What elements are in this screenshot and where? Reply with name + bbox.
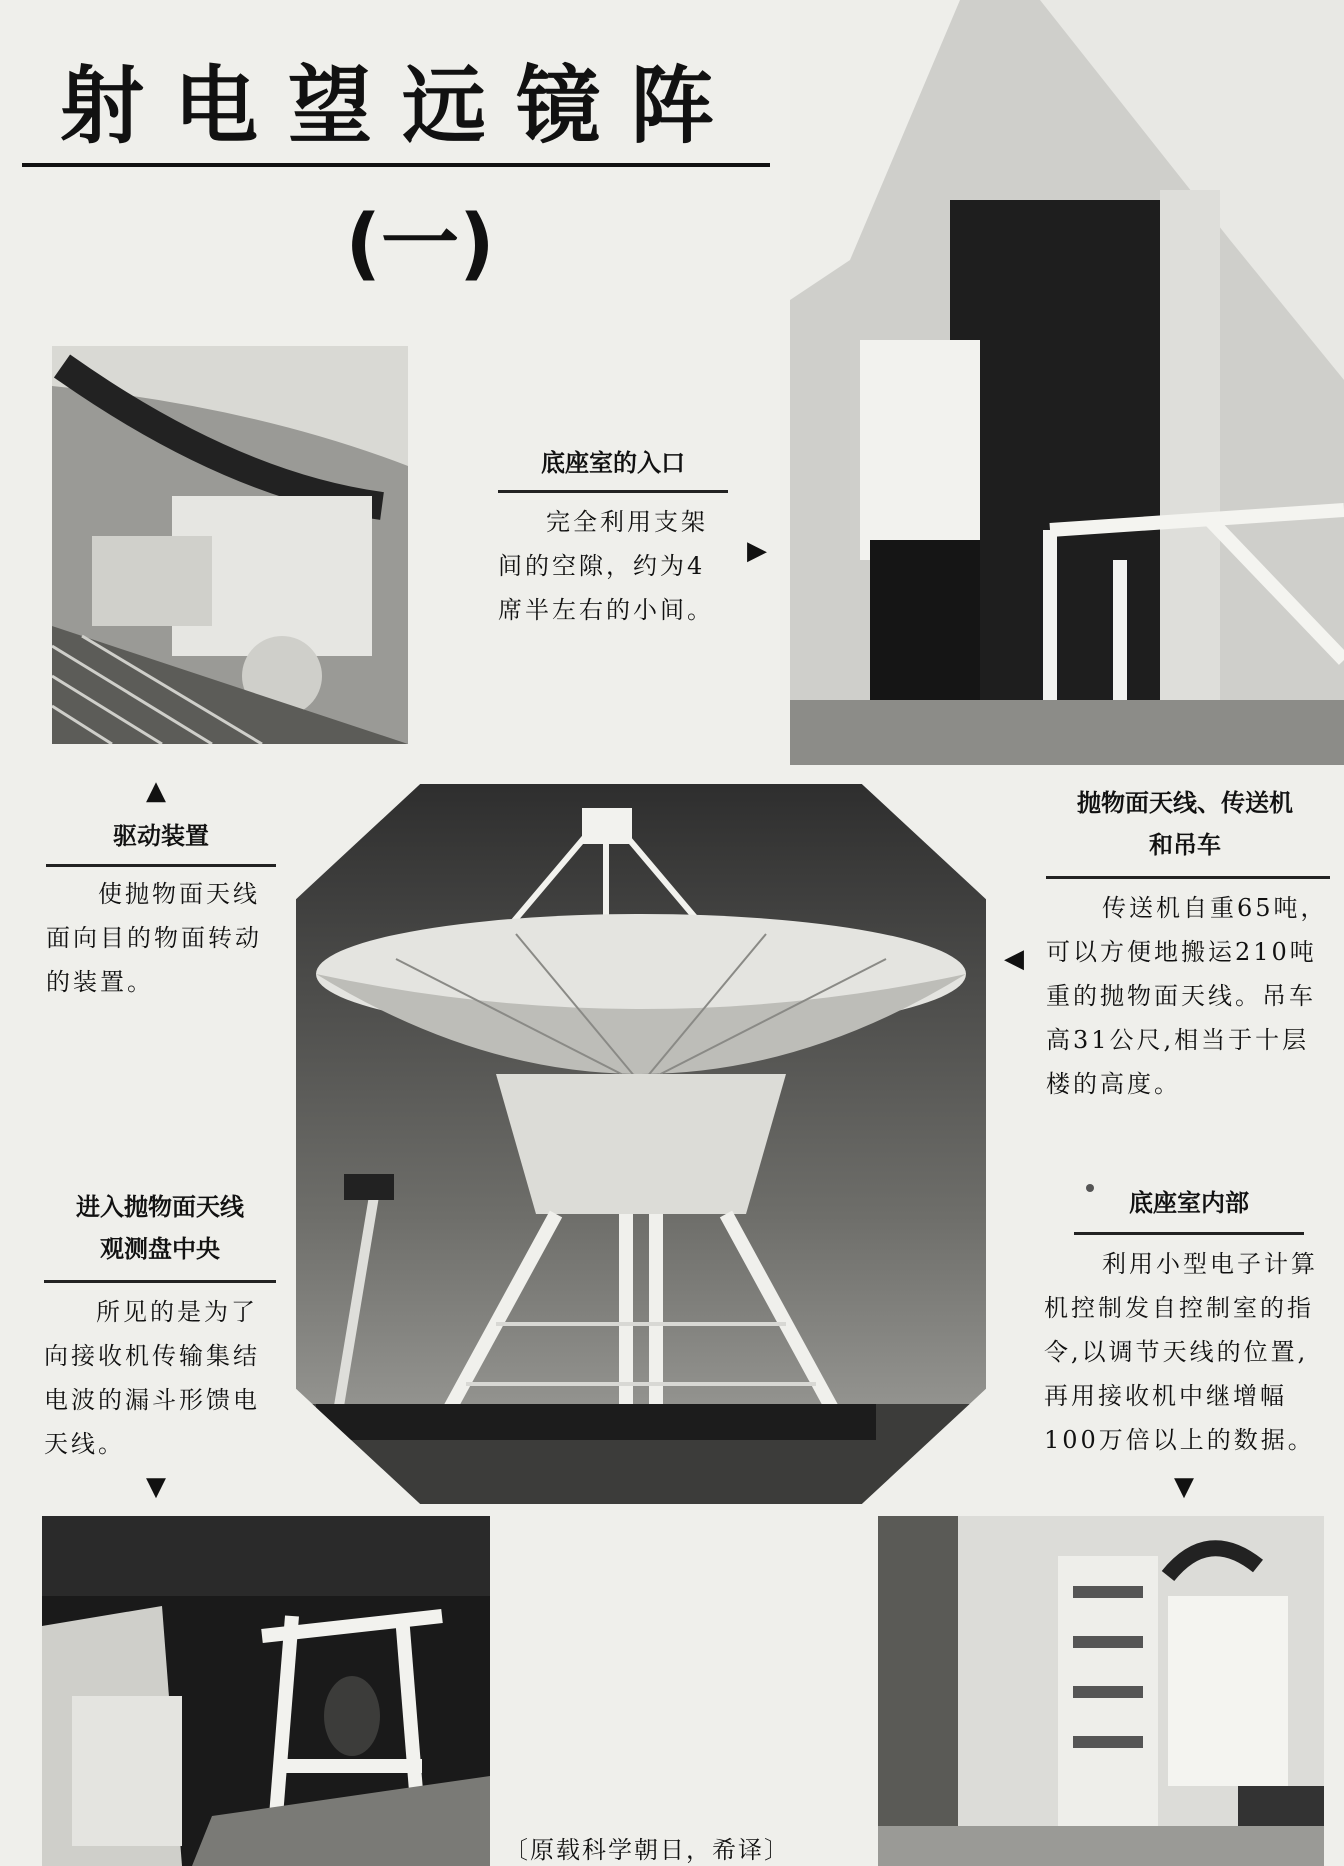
center-caption-line: 向接收机传输集结 [44,1342,260,1370]
source-credit: 〔原载科学朝日，希译〕 [504,1836,790,1864]
arrow-down-icon: ▼ [1174,1472,1194,1502]
center-heading [40,1186,280,1270]
page-subtitle: (一) [345,199,495,289]
drive-caption-line: 面向目的物面转动 [46,924,262,952]
antenna-caption-line: 楼的高度。 [1046,1070,1181,1098]
entrance-caption [498,500,730,632]
center-caption-line: 天线。 [44,1430,125,1458]
antenna-caption-line: 可以方便地搬运210吨 [1046,938,1317,966]
antenna-caption-line: 高31公尺,相当于十层 [1046,1026,1310,1054]
entrance-heading-rule [498,490,728,493]
drive-heading-rule [46,864,276,867]
base-entrance-photo [790,0,1344,765]
arrow-right-icon: ▶ [747,536,767,566]
entrance-heading: 底座室的入口 [541,449,685,477]
interior-heading: 底座室内部 [1129,1189,1249,1217]
interior-caption-line: 再用接收机中继增幅 [1044,1382,1287,1410]
interior-caption-line: 利用小型电子计算 [1102,1250,1318,1278]
arrow-down-icon: ▼ [146,1472,166,1502]
drive-mechanism-photo [52,346,408,744]
center-caption-line: 所见的是为了 [96,1298,258,1326]
antenna-heading [1040,782,1330,866]
antenna-caption-line: 重的抛物面天线。吊车 [1046,982,1316,1010]
antenna-heading-line: 和吊车 [1149,831,1221,859]
entrance-caption-line: 席半左右的小间。 [498,596,714,624]
antenna-heading-rule [1046,876,1330,879]
center-heading-line: 观测盘中央 [100,1235,220,1263]
arrow-up-icon: ▲ [146,776,166,806]
interior-caption-line: 机控制发自控制室的指 [1044,1294,1314,1322]
entrance-caption-line: 间的空隙，约为4 [498,552,706,580]
dish-center-photo [42,1516,490,1866]
center-heading-line: 进入抛物面天线 [76,1193,244,1221]
drive-caption [46,872,278,1004]
interior-caption [1044,1242,1334,1462]
drive-caption-line: 的装置。 [46,968,154,996]
page-title: 射电望远镜阵 [60,57,745,155]
entrance-caption-line: 完全利用支架 [546,508,708,536]
interior-heading-rule [1074,1232,1304,1235]
center-caption [44,1290,278,1466]
center-caption-line: 电波的漏斗形馈电 [44,1386,260,1414]
antenna-heading-line: 抛物面天线、传送机 [1077,789,1293,817]
interior-caption-line: 100万倍以上的数据。 [1044,1426,1315,1454]
drive-heading: 驱动装置 [113,822,209,850]
base-interior-photo [878,1516,1324,1866]
dish-antenna-photo [296,784,986,1504]
drive-caption-line: 使抛物面天线 [98,880,260,908]
interior-caption-line: 令,以调节天线的位置, [1044,1338,1309,1366]
antenna-caption [1046,886,1336,1106]
title-underline [22,163,770,167]
arrow-left-icon: ◀ [1004,944,1024,974]
antenna-caption-line: 传送机自重65吨， [1102,894,1328,922]
center-heading-rule [44,1280,276,1283]
